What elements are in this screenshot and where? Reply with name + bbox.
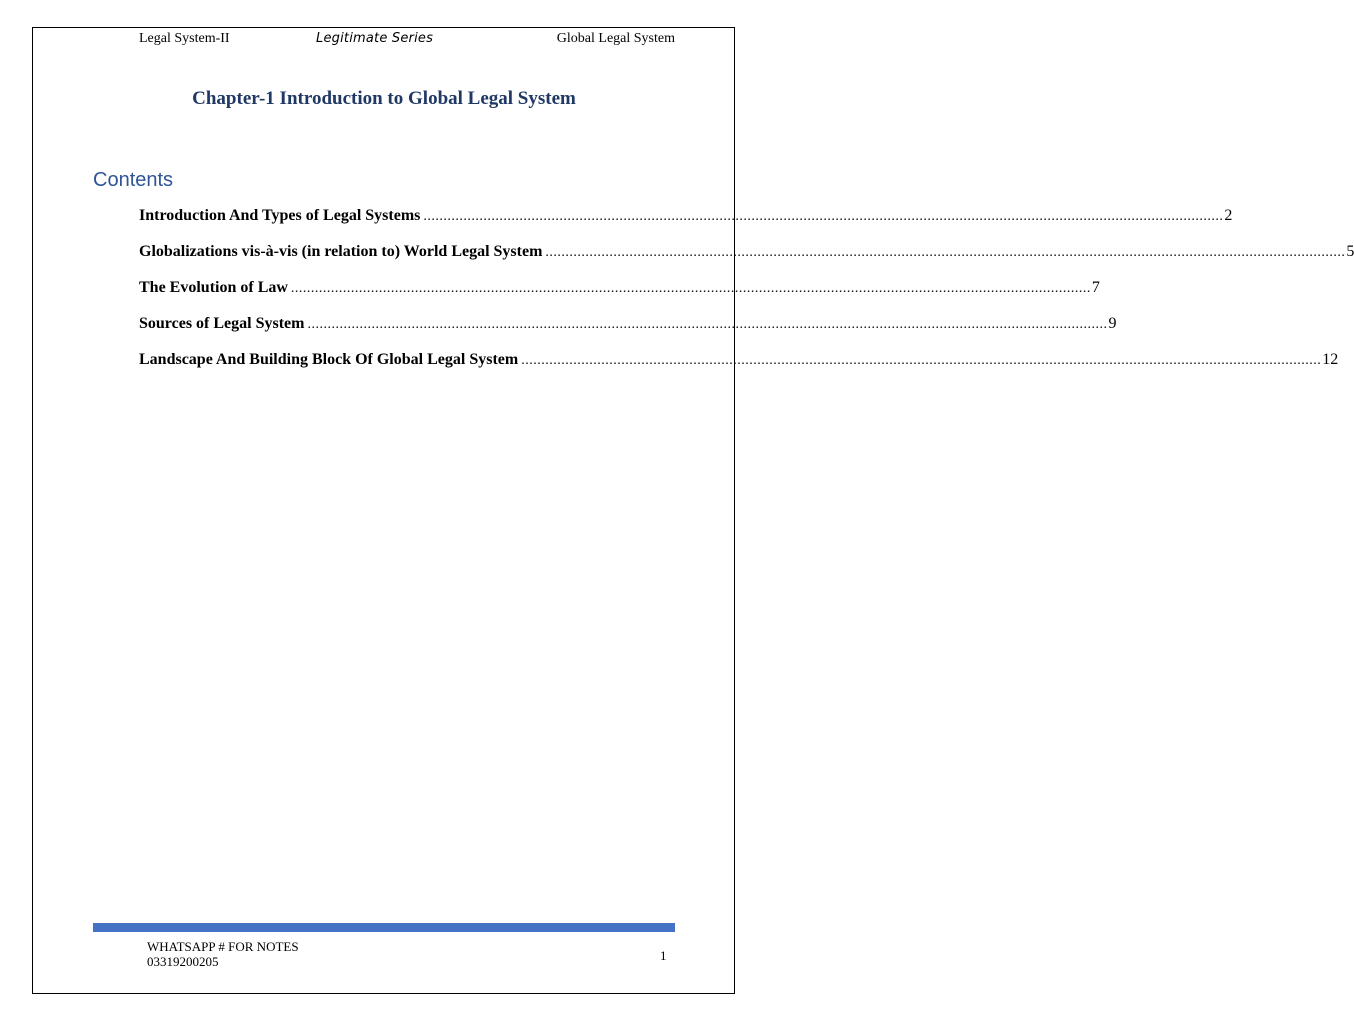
- header-right: Global Legal System: [556, 31, 675, 46]
- table-of-contents: [139, 207, 1354, 387]
- toc-entry-page[interactable]: 2: [1224, 207, 1233, 224]
- footer-line-2: 03319200205: [147, 954, 219, 969]
- toc-entry-title[interactable]: Sources of Legal System: [139, 315, 305, 332]
- contents-heading: Contents: [93, 169, 174, 191]
- toc-entry-page[interactable]: 5: [1346, 243, 1354, 260]
- footer-bar: [93, 923, 675, 932]
- toc-entry-title[interactable]: Landscape And Building Block Of Global Legal System: [139, 351, 519, 368]
- toc-entry-title[interactable]: Globalizations vis-à-vis (in relation to) World Legal System: [139, 243, 543, 260]
- header-center: Legitimate Series: [316, 31, 434, 46]
- toc-leader-dots: ........................................................................................................................................................................................................: [545, 245, 1346, 260]
- toc-entry-title[interactable]: The Evolution of Law: [139, 279, 288, 296]
- toc-entry[interactable]: [139, 351, 1339, 387]
- toc-entry[interactable]: [139, 315, 1117, 351]
- footer-line-1: WHATSAPP # FOR NOTES: [147, 939, 299, 954]
- header-left: Legal System-II: [139, 31, 230, 46]
- toc-entry[interactable]: [139, 207, 1233, 243]
- toc-leader-dots: ........................................................................................................................................................................................................: [290, 281, 1091, 296]
- page-number: 1: [660, 948, 667, 963]
- toc-entry-page[interactable]: 7: [1091, 279, 1100, 296]
- toc-entry[interactable]: [139, 279, 1100, 315]
- footer-contact: [147, 939, 299, 969]
- toc-entry[interactable]: [139, 243, 1354, 279]
- toc-leader-dots: ........................................................................................................................................................................................................: [521, 353, 1322, 368]
- toc-entry-page[interactable]: 12: [1322, 351, 1339, 368]
- toc-entry-page[interactable]: 9: [1108, 315, 1117, 332]
- toc-leader-dots: ........................................................................................................................................................................................................: [423, 209, 1224, 224]
- chapter-title: Chapter-1 Introduction to Global Legal System: [192, 88, 576, 109]
- toc-entry-title[interactable]: Introduction And Types of Legal Systems: [139, 207, 421, 224]
- toc-leader-dots: ........................................................................................................................................................................................................: [307, 317, 1108, 332]
